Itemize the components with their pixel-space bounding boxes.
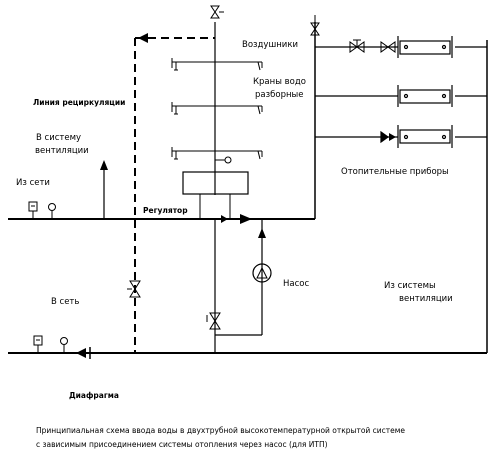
supply-flow-arrow-2 bbox=[221, 215, 228, 223]
from-ventilation-label-line2: вентиляции bbox=[399, 294, 453, 304]
recirculation-line bbox=[135, 38, 215, 353]
radiator-feed-arrow bbox=[389, 133, 396, 141]
radiator-1 bbox=[398, 36, 452, 58]
recirculation-label: Линия рециркуляции bbox=[33, 98, 126, 107]
tap-valves bbox=[174, 62, 262, 159]
radiator-control-valve bbox=[350, 40, 364, 52]
recirculation-arrow bbox=[138, 33, 148, 43]
supply-pressure-gauge bbox=[29, 202, 37, 219]
diaphragm-label: Диафрагма bbox=[69, 391, 119, 400]
caption-line2: с зависимым присоединением системы отопления через насос (для ИТП) bbox=[36, 440, 328, 449]
to-ventilation-label-line2: вентиляции bbox=[35, 146, 89, 156]
tap-branches bbox=[172, 58, 262, 157]
supply-flow-arrow bbox=[240, 214, 252, 224]
return-flow-arrow bbox=[76, 348, 86, 358]
from-network-label: Из сети bbox=[16, 178, 50, 188]
return-pressure-gauge bbox=[34, 336, 42, 353]
to-network-label: В сеть bbox=[51, 297, 80, 307]
air-vents-label: Воздушники bbox=[242, 40, 298, 50]
from-ventilation-label-line1: Из системы bbox=[384, 281, 436, 291]
bypass-check-valve bbox=[207, 313, 220, 329]
pump-label: Насос bbox=[283, 279, 310, 289]
regulator-label: Регулятор bbox=[143, 206, 188, 215]
riser-check-valve bbox=[215, 157, 231, 163]
supply-thermometer bbox=[49, 204, 56, 220]
pump-flow-arrow bbox=[258, 228, 266, 238]
recirculation-valve bbox=[127, 281, 140, 297]
dhw-top-valve bbox=[211, 6, 224, 18]
caption-line1: Принципиальная схема ввода воды в двухтрубной высокотемпературной открытой системе bbox=[36, 426, 406, 435]
heating-devices-label: Отопительные приборы bbox=[341, 167, 449, 177]
taps-label-line1: Краны водо bbox=[253, 77, 306, 87]
to-ventilation-arrow bbox=[100, 160, 108, 170]
to-ventilation-label-line1: В систему bbox=[36, 133, 82, 143]
return-thermometer bbox=[61, 338, 68, 354]
taps-label-line2: разборные bbox=[255, 90, 304, 100]
radiator-2 bbox=[398, 85, 452, 107]
